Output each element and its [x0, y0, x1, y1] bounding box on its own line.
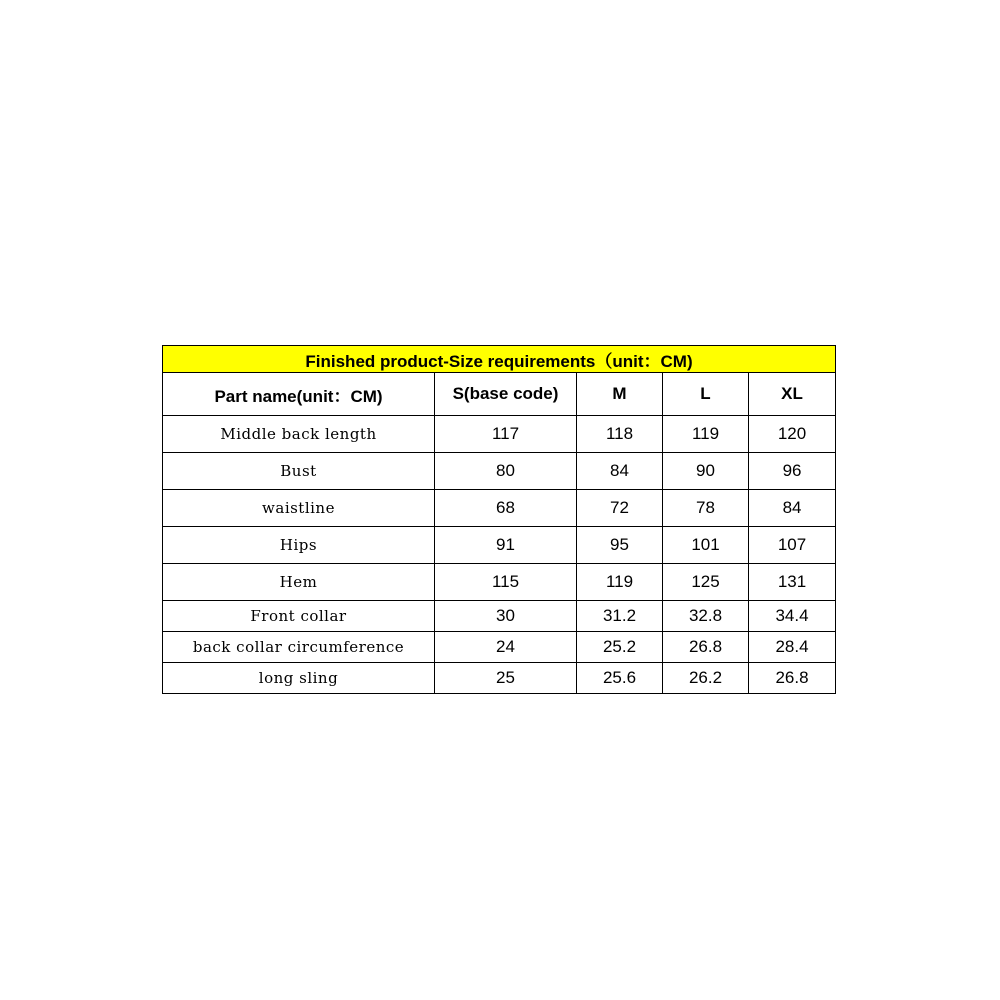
value-cell: 107 — [749, 527, 836, 564]
value-cell: 78 — [663, 490, 749, 527]
value-cell: 120 — [749, 416, 836, 453]
value-cell: 125 — [663, 564, 749, 601]
table-header-row — [163, 373, 836, 416]
value-cell: 72 — [577, 490, 663, 527]
part-name-cell: Hips — [163, 527, 435, 564]
value-cell: 25.6 — [577, 663, 663, 694]
header-part-name: Part name(unit：CM) — [163, 373, 435, 416]
part-name-cell: waistline — [163, 490, 435, 527]
table-row — [163, 527, 836, 564]
part-name-cell: Middle back length — [163, 416, 435, 453]
part-name-cell: Bust — [163, 453, 435, 490]
value-cell: 26.8 — [663, 632, 749, 663]
value-cell: 131 — [749, 564, 836, 601]
part-name-cell: Hem — [163, 564, 435, 601]
value-cell: 119 — [663, 416, 749, 453]
part-name-cell: Front collar — [163, 601, 435, 632]
table-row — [163, 601, 836, 632]
table-row — [163, 490, 836, 527]
table-row — [163, 663, 836, 694]
part-name-cell: back collar circumference — [163, 632, 435, 663]
value-cell: 117 — [435, 416, 577, 453]
value-cell: 25.2 — [577, 632, 663, 663]
size-requirements-table — [162, 345, 836, 694]
value-cell: 118 — [577, 416, 663, 453]
part-name-cell: long sling — [163, 663, 435, 694]
value-cell: 32.8 — [663, 601, 749, 632]
value-cell: 24 — [435, 632, 577, 663]
value-cell: 68 — [435, 490, 577, 527]
value-cell: 101 — [663, 527, 749, 564]
value-cell: 31.2 — [577, 601, 663, 632]
header-size-m: M — [577, 373, 663, 416]
table-row — [163, 564, 836, 601]
header-size-s: S(base code) — [435, 373, 577, 416]
value-cell: 91 — [435, 527, 577, 564]
value-cell: 80 — [435, 453, 577, 490]
value-cell: 84 — [577, 453, 663, 490]
value-cell: 34.4 — [749, 601, 836, 632]
table-row — [163, 416, 836, 453]
table-title: Finished product-Size requirements（unit：CM) — [163, 346, 836, 373]
table-title-row — [163, 346, 836, 373]
value-cell: 84 — [749, 490, 836, 527]
header-size-xl: XL — [749, 373, 836, 416]
table-row — [163, 453, 836, 490]
table-row — [163, 632, 836, 663]
value-cell: 25 — [435, 663, 577, 694]
value-cell: 26.2 — [663, 663, 749, 694]
value-cell: 28.4 — [749, 632, 836, 663]
value-cell: 95 — [577, 527, 663, 564]
value-cell: 26.8 — [749, 663, 836, 694]
value-cell: 96 — [749, 453, 836, 490]
value-cell: 30 — [435, 601, 577, 632]
value-cell: 119 — [577, 564, 663, 601]
value-cell: 115 — [435, 564, 577, 601]
header-size-l: L — [663, 373, 749, 416]
value-cell: 90 — [663, 453, 749, 490]
